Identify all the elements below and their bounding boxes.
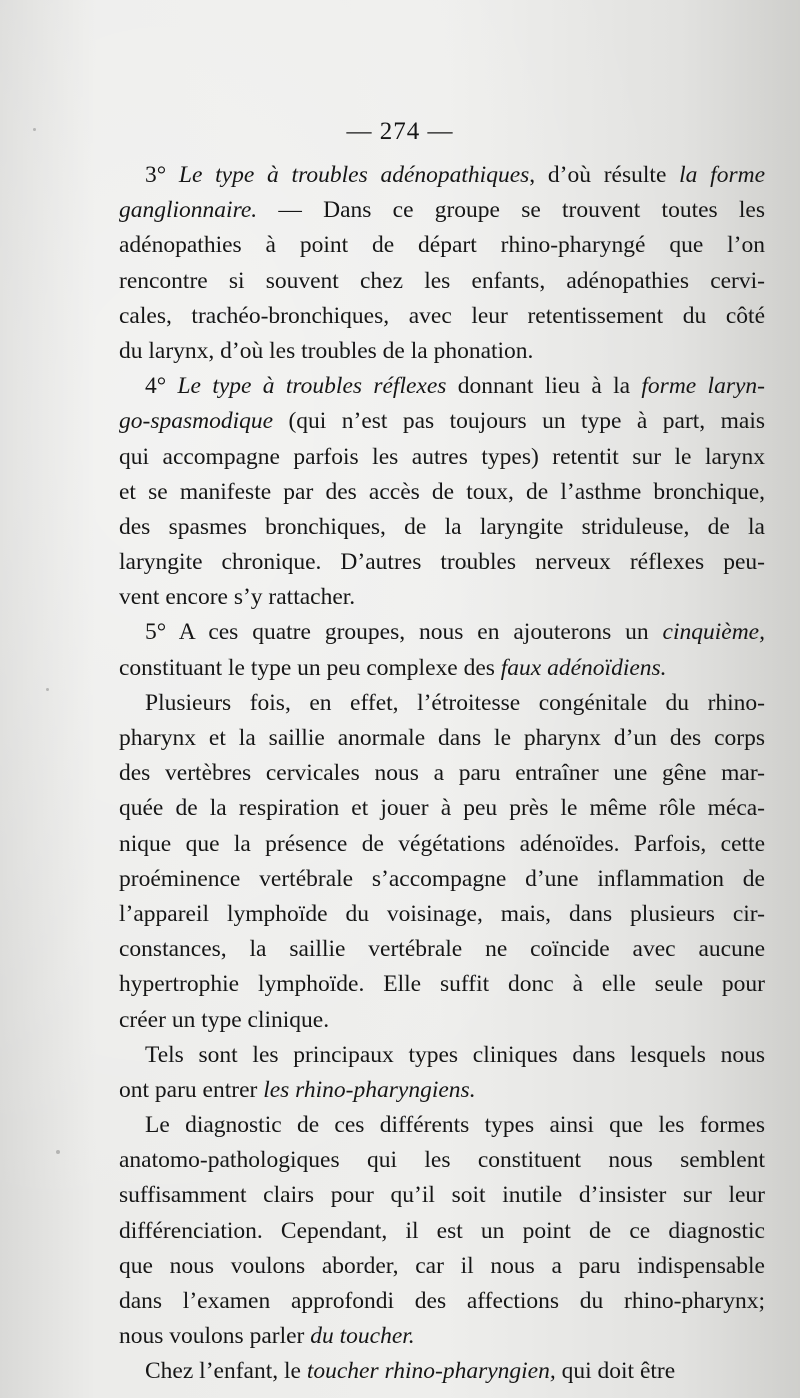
text-run: et se manifeste par des accès de toux, de l’asthme bronchique, bbox=[119, 478, 765, 505]
text-line bbox=[119, 686, 765, 721]
text-run: créer un type clinique. bbox=[119, 1006, 330, 1033]
text-line bbox=[119, 440, 765, 475]
text-run: des vertèbres cervicales nous a paru entraîner une gêne mar- bbox=[119, 760, 765, 787]
italic-run: forme laryn- bbox=[641, 373, 765, 400]
text-run: Plusieurs fois, en effet, l’étroitesse congénitale du rhino- bbox=[145, 689, 765, 716]
italic-run: Le type à troubles adénopathiques bbox=[178, 162, 530, 188]
text-run: donnant lieu à la bbox=[446, 373, 642, 400]
text-run: Le diagnostic de ces différents types ainsi que les formes bbox=[145, 1112, 765, 1139]
paper-speck bbox=[33, 128, 36, 131]
text-run: anatomo-pathologiques qui les constituent nous semblent bbox=[119, 1147, 765, 1174]
text-run: cales, trachéo-bronchiques, avec leur retentissement du côté bbox=[119, 302, 765, 329]
body-text bbox=[119, 158, 765, 1390]
text-run: 3° bbox=[145, 162, 179, 188]
text-run: du larynx, d’où les troubles de la phonation. bbox=[119, 337, 534, 364]
text-line bbox=[119, 791, 765, 826]
text-run: constances, la saillie vertébrale ne coïncide avec aucune bbox=[119, 936, 765, 963]
text-line bbox=[119, 1073, 765, 1108]
text-run: différenciation. Cependant, il est un point de ce diagnostic bbox=[119, 1217, 765, 1244]
text-line bbox=[119, 369, 765, 404]
paragraph bbox=[119, 686, 765, 1038]
text-line bbox=[119, 580, 765, 615]
text-line bbox=[119, 299, 765, 334]
paper-speck bbox=[46, 688, 49, 691]
paper-speck bbox=[56, 1150, 60, 1154]
text-line bbox=[119, 1038, 765, 1073]
text-run: 4° bbox=[145, 373, 178, 400]
text-run: vent encore s’y rattacher. bbox=[119, 584, 356, 611]
text-line bbox=[119, 651, 765, 686]
text-line bbox=[119, 510, 765, 545]
text-run: l’appareil lymphoïde du voisinage, mais, dans plusieurs cir- bbox=[119, 900, 765, 927]
text-run: quée de la respiration et jouer à peu près le même rôle méca- bbox=[119, 795, 765, 822]
text-run: nous voulons parler bbox=[119, 1323, 311, 1350]
italic-run: go-spasmodique bbox=[119, 408, 274, 435]
text-line bbox=[119, 404, 765, 439]
paragraph bbox=[119, 1354, 765, 1389]
text-run: pharynx et la saillie anormale dans le pharynx d’un des corps bbox=[119, 725, 765, 751]
text-line bbox=[119, 756, 765, 791]
text-run: suffisamment clairs pour qu’il soit inutile d’insister sur leur bbox=[119, 1182, 765, 1209]
text-run: — Dans ce groupe se trouvent toutes les bbox=[257, 197, 765, 224]
text-run: adénopathies à point de départ rhino-pharyngé que l’on bbox=[119, 232, 765, 259]
text-run: des spasmes bronchiques, de la laryngite striduleuse, de la bbox=[119, 513, 765, 540]
text-run: 5° A ces quatre groupes, nous en ajouterons un bbox=[145, 619, 663, 646]
text-line bbox=[119, 193, 765, 228]
text-run: ont paru entrer bbox=[119, 1076, 264, 1103]
italic-run: les rhino-pharyngiens. bbox=[263, 1076, 476, 1103]
text-line bbox=[119, 1249, 765, 1284]
italic-run: ganglionnaire. bbox=[119, 197, 258, 224]
text-run: proéminence vertébrale s’accompagne d’une inflammation de bbox=[119, 865, 765, 892]
text-run: rencontre si souvent chez les enfants, adénopathies cervi- bbox=[119, 267, 765, 294]
text-run: Chez l’enfant, le bbox=[145, 1358, 307, 1385]
italic-run: Le type à troubles réflexes bbox=[177, 373, 447, 400]
text-line bbox=[119, 862, 765, 897]
italic-run: la forme bbox=[679, 162, 765, 188]
text-line bbox=[119, 1003, 765, 1038]
text-line bbox=[119, 228, 765, 263]
text-line bbox=[119, 1354, 765, 1389]
text-run: hypertrophie lymphoïde. Elle suffit donc à elle seule pour bbox=[119, 971, 765, 998]
text-run: , d’où résulte bbox=[529, 162, 680, 188]
paragraph bbox=[119, 1108, 765, 1354]
page-number: — 274 — bbox=[346, 118, 454, 145]
text-run: qui doit être bbox=[555, 1358, 676, 1385]
text-line bbox=[119, 1178, 765, 1213]
text-line bbox=[119, 475, 765, 510]
paragraph bbox=[119, 1038, 765, 1108]
text-line bbox=[119, 545, 765, 580]
text-line bbox=[119, 334, 765, 369]
text-line bbox=[119, 158, 765, 193]
text-run: constituant le type un peu complexe des bbox=[119, 654, 501, 681]
italic-run: du toucher. bbox=[310, 1323, 415, 1350]
text-line bbox=[119, 1143, 765, 1178]
italic-run: faux adénoïdiens. bbox=[500, 654, 667, 681]
text-line bbox=[119, 264, 765, 299]
text-line bbox=[119, 721, 765, 756]
text-line bbox=[119, 1214, 765, 1249]
text-run: qui accompagne parfois les autres types) retentit sur le larynx bbox=[119, 443, 765, 470]
text-line bbox=[119, 827, 765, 862]
text-line bbox=[119, 1284, 765, 1319]
text-run: que nous voulons aborder, car il nous a paru indispensable bbox=[119, 1252, 765, 1279]
paragraph bbox=[119, 158, 765, 369]
text-run: Tels sont les principaux types cliniques dans lesquels nous bbox=[145, 1041, 765, 1068]
text-line bbox=[119, 1108, 765, 1143]
text-line bbox=[119, 897, 765, 932]
text-line bbox=[119, 967, 765, 1002]
text-run: dans l’examen approfondi des affections du rhino-pharynx; bbox=[119, 1288, 765, 1314]
paragraph bbox=[119, 615, 765, 685]
text-line bbox=[119, 1319, 765, 1354]
text-run: nique que la présence de végétations adénoïdes. Parfois, cette bbox=[119, 830, 765, 857]
italic-run: toucher rhino-pharyngien, bbox=[306, 1358, 556, 1385]
paragraph bbox=[119, 369, 765, 615]
italic-run: cinquième, bbox=[662, 619, 765, 646]
text-line bbox=[119, 932, 765, 967]
paper-speck bbox=[465, 565, 468, 568]
text-line bbox=[119, 615, 765, 650]
text-run: laryngite chronique. D’autres troubles nerveux réflexes peu- bbox=[119, 549, 765, 576]
text-run: (qui n’est pas toujours un type à part, mais bbox=[273, 408, 765, 435]
